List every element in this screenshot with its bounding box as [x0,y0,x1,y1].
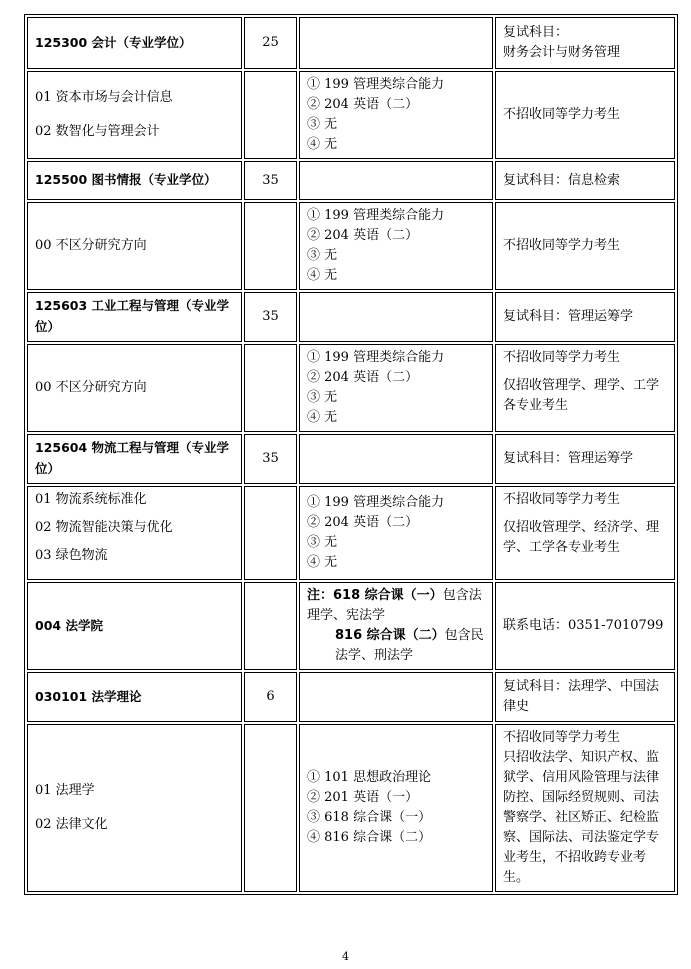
direction-item: 00 不区分研究方向 [35,380,147,395]
remark-text: 不招收同等学力考生 [503,730,621,745]
major-name-cell [27,161,242,200]
table-row [27,486,675,580]
exam-item: ③ 无 [307,117,338,132]
remarks-cell [495,672,675,722]
major-name: 125300 会计（专业学位） [35,34,192,50]
remarks-cell [495,161,675,200]
exam-item: ④ 816 综合课（二） [307,830,432,845]
exam-item: ② 204 英语（二） [307,515,419,530]
direction-item: 02 物流智能决策与优化 [35,520,173,535]
exam-item: ④ 无 [307,555,338,570]
directions-cell [27,724,242,892]
directions-cell [27,71,242,159]
table-row [27,292,675,342]
exam-item: ① 199 管理类综合能力 [307,350,445,365]
page-number: 4 [342,950,349,963]
enrollment-count: 35 [244,161,297,200]
major-name: 125604 物流工程与管理（专业学位） [35,440,230,476]
major-name: 125500 图书情报（专业学位） [35,172,217,187]
remarks-cell [495,17,675,69]
enrollment-count [244,486,297,580]
enrollment-count: 35 [244,292,297,342]
table-row [27,202,675,290]
exam-note [307,626,485,666]
direction-item: 02 法律文化 [35,817,108,832]
remark-text: 不招收同等学力考生 [503,350,621,365]
exam-item: ② 204 英语（二） [307,228,419,243]
remark-text: 不招收同等学力考生 [503,238,621,253]
department-name: 004 法学院 [35,617,103,633]
exam-item: ② 204 英语（二） [307,370,419,385]
enrollment-count: 25 [244,17,297,69]
remark-text: 不招收同等学力考生 [503,107,621,122]
exam-subjects-cell [299,292,493,342]
remark-text: 只招收法学、知识产权、监狱学、信用风险管理与法律防控、国际经贸规则、司法警察学、社区矫正、纪检监察、国际法、司法鉴定学专业考生，不招收跨专业考生。 [503,750,660,885]
remark-text: 复试科目：管理运筹学 [503,309,634,324]
major-name-cell [27,434,242,484]
note-prefix: 注： [307,588,334,603]
remarks-cell [495,724,675,892]
table-row [27,582,675,670]
direction-item: 02 数智化与管理会计 [35,124,160,139]
remark-text: 复试科目：信息检索 [503,172,621,188]
table-row [27,724,675,892]
exam-subjects-cell [299,724,493,892]
directions-cell [27,344,242,432]
remarks-cell [495,71,675,159]
table-row [27,17,675,69]
table-row [27,344,675,432]
exam-item: ④ 无 [307,410,338,425]
exam-item: ① 199 管理类综合能力 [307,495,445,510]
major-name: 030101 法学理论 [35,688,142,704]
exam-item: ④ 无 [307,268,338,283]
remarks-cell [495,344,675,432]
remark-text: 仅招收管理学、经济学、理学、工学各专业考生 [503,520,660,555]
exam-subjects-cell [299,344,493,432]
exam-item: ① 199 管理类综合能力 [307,208,445,223]
remark-text: 财务会计与财务管理 [503,45,621,60]
exam-subjects-cell [299,434,493,484]
remark-text: 复试科目： [503,25,569,40]
exam-note [307,588,482,623]
exam-item: ③ 618 综合课（一） [307,810,432,825]
direction-item: 01 物流系统标准化 [35,492,147,507]
exam-item: ④ 无 [307,137,338,152]
enrollment-count [244,71,297,159]
exam-subjects-cell [299,672,493,722]
note-course-1-text: 包含法理学、宪法学 [307,588,482,623]
exam-subjects-cell [299,202,493,290]
remark-text: 仅招收管理学、理学、工学各专业考生 [503,378,660,413]
exam-item: ① 199 管理类综合能力 [307,77,445,92]
table-row [27,434,675,484]
exam-item: ③ 无 [307,248,338,263]
exam-item: ② 201 英语（一） [307,790,419,805]
directions-cell [27,486,242,580]
exam-item: ③ 无 [307,390,338,405]
exam-item: ③ 无 [307,535,338,550]
remarks-cell [495,434,675,484]
contact-phone: 联系电话：0351-7010799 [503,618,664,633]
enrollment-count: 35 [244,434,297,484]
major-name-cell [27,672,242,722]
exam-subjects-cell [299,161,493,200]
exam-note-cell [299,582,493,670]
direction-item: 01 法理学 [35,783,95,798]
enrollment-count: 6 [244,672,297,722]
direction-item: 01 资本市场与会计信息 [35,90,173,105]
enrollment-count [244,202,297,290]
exam-item: ② 204 英语（二） [307,97,419,112]
remark-text: 复试科目：管理运筹学 [503,451,634,466]
major-name: 125603 工业工程与管理（专业学位） [35,298,230,334]
table-row [27,672,675,722]
direction-item: 00 不区分研究方向 [35,238,147,253]
direction-item: 03 绿色物流 [35,548,108,563]
department-name-cell [27,582,242,670]
admissions-table [24,14,678,895]
enrollment-count [244,344,297,432]
remarks-cell [495,582,675,670]
table-row [27,161,675,200]
enrollment-count [244,724,297,892]
directions-cell [27,202,242,290]
major-name-cell [27,292,242,342]
remark-text: 复试科目：法理学、中国法律史 [503,679,660,714]
enrollment-count [244,582,297,670]
remark-text: 不招收同等学力考生 [503,492,621,507]
major-name-cell [27,17,242,69]
note-course-2: 816 综合课（二） [335,628,445,643]
note-course-1: 618 综合课（一） [333,588,443,603]
remarks-cell [495,202,675,290]
table-row [27,71,675,159]
exam-subjects-cell [299,486,493,580]
exam-subjects-cell [299,17,493,69]
note-course-2-text: 包含民法学、刑法学 [335,628,484,663]
exam-subjects-cell [299,71,493,159]
remarks-cell [495,292,675,342]
remarks-cell [495,486,675,580]
exam-item: ① 101 思想政治理论 [307,770,432,785]
